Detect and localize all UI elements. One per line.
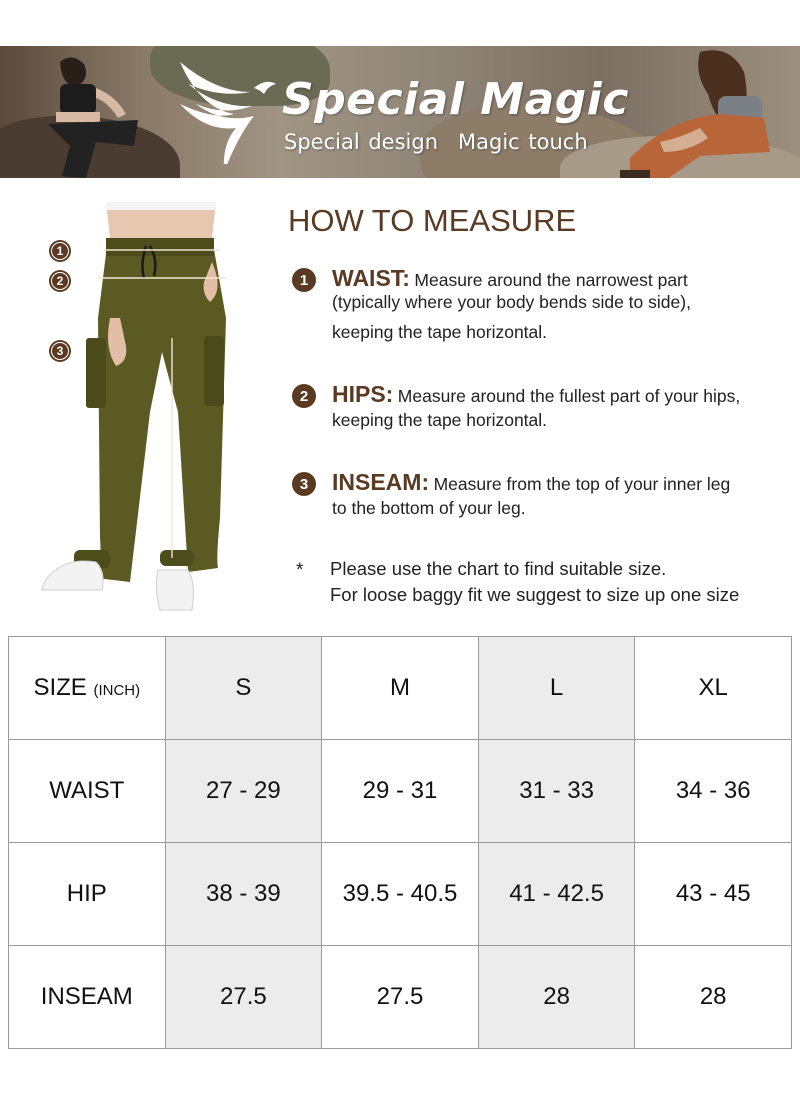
hips-marker: 2 [49,270,71,292]
step-number-badge: 1 [292,268,316,292]
step-label: WAIST: [332,265,410,291]
step-text-cont: keeping the tape horizontal. [332,410,548,430]
step-text-cont: keeping the tape horizontal. [332,322,548,342]
size-header-cell [9,637,166,740]
table-cell: 29 - 31 [322,740,479,843]
size-col-s: S [165,637,322,740]
row-label-waist: WAIST [9,740,166,843]
table-cell: 38 - 39 [165,843,322,946]
size-header-label: SIZE [33,674,87,701]
table-cell: 28 [635,946,792,1049]
brand-tagline [284,130,588,154]
step-number-badge: 3 [292,472,316,496]
table-cell: 34 - 36 [635,740,792,843]
step-text: Measure around the fullest part of your hips, [397,386,741,406]
step-text-cont: to the bottom of your leg. [332,498,526,518]
table-cell: 43 - 45 [635,843,792,946]
table-cell: 27 - 29 [165,740,322,843]
table-cell: 27.5 [322,946,479,1049]
step-label: HIPS: [332,381,394,407]
table-cell: 41 - 42.5 [478,843,635,946]
note-line: Please use the chart to find suitable size. [330,558,667,579]
table-header-row [9,637,792,740]
table-row [9,946,792,1049]
step-text: Measure around the narrowest part [414,270,688,290]
note-line: For loose baggy fit we suggest to size up one size [330,584,740,605]
inseam-marker: 3 [49,340,71,362]
table-cell: 28 [478,946,635,1049]
table-cell: 39.5 - 40.5 [322,843,479,946]
waist-marker: 1 [49,240,71,262]
row-label-hip: HIP [9,843,166,946]
brand-banner [0,46,800,178]
size-header-unit: (INCH) [93,682,141,699]
size-col-l: L [478,637,635,740]
row-label-inseam: INSEAM [9,946,166,1049]
tagline-design: Special design [284,130,439,154]
note-asterisk: * [296,560,304,581]
tagline-touch: Magic touch [458,130,588,154]
step-label: INSEAM: [332,469,430,495]
step-text-cont: (typically where your body bends side to side), [332,292,691,312]
size-chart-table [8,636,792,1049]
brand-logo-icon [172,54,282,164]
model-photo-right [600,46,790,178]
model-photo-left [30,54,140,178]
pants-model-photo [36,198,246,618]
size-col-m: M [322,637,479,740]
step-number-badge: 2 [292,384,316,408]
table-cell: 31 - 33 [478,740,635,843]
brand-title: Special Magic [282,74,629,125]
measure-heading: HOW TO MEASURE [288,203,577,238]
table-row [9,843,792,946]
step-text: Measure from the top of your inner leg [433,474,731,494]
table-cell: 27.5 [165,946,322,1049]
size-col-xl: XL [635,637,792,740]
table-row [9,740,792,843]
